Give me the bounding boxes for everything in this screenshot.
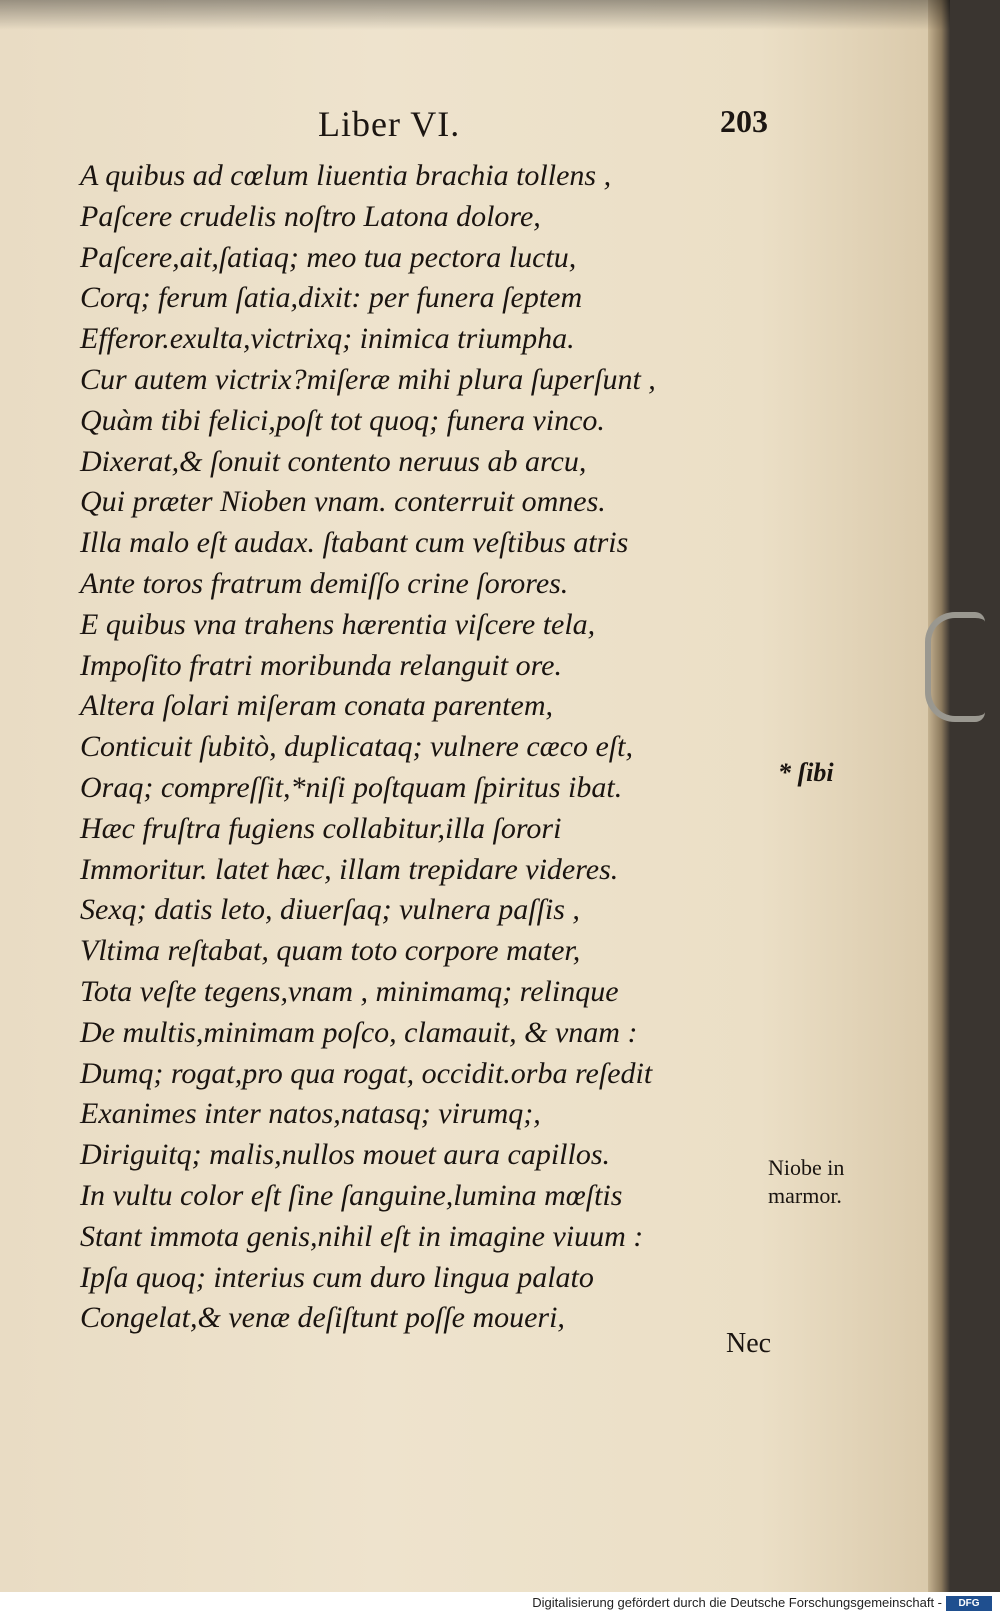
verse-line: Quàm tibi felici,poſt tot quoq; funera vinco. — [80, 403, 605, 437]
page-clip — [925, 612, 985, 722]
page-number: 203 — [720, 103, 768, 139]
verse-line: Cur autem victrix?miſeræ mihi plura ſuperſunt , — [80, 362, 656, 396]
verse-line: In vultu color eſt ſine ſanguine,lumina mœſtis — [80, 1178, 623, 1212]
verse-line: Illa malo eſt audax. ſtabant cum veſtibus atris — [80, 526, 629, 560]
verse-line: Sexq; datis leto, diuerſaq; vulnera paſſis , — [80, 893, 580, 927]
verse-line: Congelat,& venæ deſiſtunt poſſe moueri, — [80, 1301, 565, 1335]
dfg-logo: DFG — [946, 1596, 992, 1611]
verse-line: Paſcere,ait,ſatiaq; meo tua pectora luctu, — [80, 240, 577, 274]
verse-line: Paſcere crudelis noſtro Latona dolore, — [80, 199, 541, 233]
verse-block — [80, 156, 740, 1339]
catchword: Nec — [726, 1328, 772, 1359]
verse-line: Qui præter Nioben vnam. conterruit omnes. — [80, 485, 606, 519]
verse-line: De multis,minimam poſco, clamauit, & vnam : — [80, 1015, 638, 1049]
verse-line: Ipſa quoq; interius cum duro lingua palato — [80, 1260, 594, 1294]
verse-line: Altera ſolari miſeram conata parentem, — [80, 689, 553, 723]
verse-line: Conticuit ſubitò, duplicataq; vulnere cæco eſt, — [80, 730, 633, 764]
running-title: Liber VI. — [318, 104, 461, 144]
margin-note-sibi: * ſibi — [778, 758, 834, 787]
verse-line: Hæc fruſtra fugiens collabitur,illa ſorori — [80, 811, 562, 845]
verse-line: Diriguitq; malis,nullos mouet aura capillos. — [80, 1138, 611, 1172]
verse-line: Corq; ferum ſatia,dixit: per funera ſeptem — [80, 281, 583, 315]
verse-line: Vltima reſtabat, quam toto corpore mater, — [80, 934, 581, 968]
digitization-footer — [0, 1592, 1000, 1615]
verse-line: Impoſito fratri moribunda relanguit ore. — [80, 648, 562, 682]
verse-line: Oraq; compreſſit,*niſi poſtquam ſpiritus ibat. — [80, 770, 623, 804]
verse-line: Efferor.exulta,victrixq; inimica triumpha. — [80, 322, 575, 356]
dfg-credit-text: Digitalisierung gefördert durch die Deutsche Forschungsgemeinschaft - — [532, 1595, 942, 1610]
verse-line: Immoritur. latet hæc, illam trepidare videres. — [80, 852, 619, 886]
verse-line: Ante toros fratrum demiſſo crine ſorores. — [80, 566, 569, 600]
verse-line: A quibus ad cœlum liuentia brachia tollens , — [80, 159, 612, 192]
verse-line: Tota veſte tegens,vnam , minimamq; relinque — [80, 974, 619, 1008]
margin-note-niobe: Niobe in marmor. — [768, 1155, 845, 1208]
page-edge — [928, 0, 950, 1592]
page-header — [0, 103, 950, 149]
verse-line: Exanimes inter natos,natasq; virumq;, — [80, 1097, 541, 1131]
verse-line: E quibus vna trahens hærentia viſcere tela, — [80, 607, 596, 641]
verse-line: Dixerat,& ſonuit contento neruus ab arcu, — [80, 444, 587, 478]
verse-line: Dumq; rogat,pro qua rogat, occidit.orba reſedit — [80, 1056, 653, 1090]
verse-line: Stant immota genis,nihil eſt in imagine viuum : — [80, 1219, 644, 1253]
